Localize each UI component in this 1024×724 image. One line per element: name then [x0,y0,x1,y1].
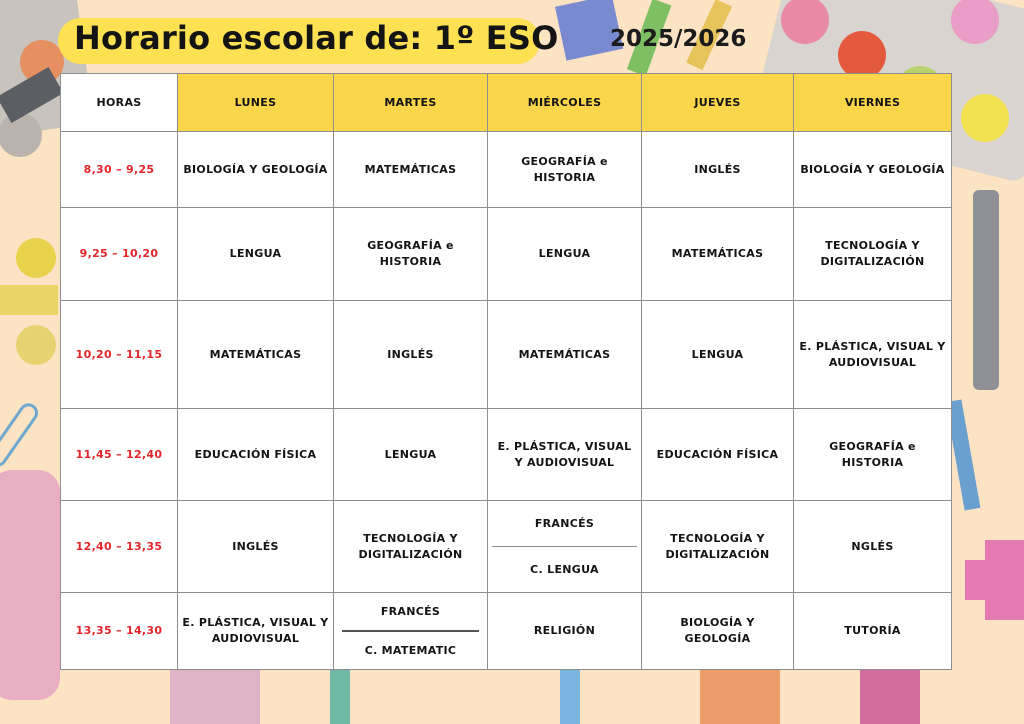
subject-cell: MATEMÁTICAS [488,301,642,409]
column-header-martes: MARTES [334,74,488,132]
column-header-viernes: VIERNES [794,74,952,132]
subject-cell: TECNOLOGÍA Y DIGITALIZACIÓN [794,208,952,301]
subject-cell: LENGUA [642,301,794,409]
column-header-jueves: JUEVES [642,74,794,132]
table-row [61,132,952,208]
subject-cell: E. PLÁSTICA, VISUAL Y AUDIOVISUAL [488,409,642,501]
subject-cell: TECNOLOGÍA Y DIGITALIZACIÓN [642,501,794,593]
subject-cell: LENGUA [488,208,642,301]
subject-cell: RELIGIÓN [488,593,642,670]
subject-cell: BIOLOGÍA Y GEOLOGÍA [642,593,794,670]
time-cell: 11,45 – 12,40 [61,409,178,501]
subject-cell: MATEMÁTICAS [334,132,488,208]
subject-cell: GEOGRAFÍA e HISTORIA [794,409,952,501]
time-cell: 12,40 – 13,35 [61,501,178,593]
time-cell: 13,35 – 14,30 [61,593,178,670]
subject-cell: INGLÉS [642,132,794,208]
subject-cell: INGLÉS [178,501,334,593]
subject-cell: BIOLOGÍA Y GEOLOGÍA [794,132,952,208]
subject-cell: EDUCACIÓN FÍSICA [178,409,334,501]
subject-option-b: C. LENGUA [530,562,599,576]
subject-option-a: FRANCÉS [342,593,479,632]
subject-cell: MATEMÁTICAS [642,208,794,301]
subject-cell: TECNOLOGÍA Y DIGITALIZACIÓN [334,501,488,593]
subject-cell: GEOGRAFÍA e HISTORIA [488,132,642,208]
subject-cell: EDUCACIÓN FÍSICA [642,409,794,501]
subject-option-b: C. MATEMATIC [364,643,457,657]
table-row [61,501,952,593]
time-cell: 10,20 – 11,15 [61,301,178,409]
subject-cell: LENGUA [178,208,334,301]
column-header-horas: HORAS [61,74,178,132]
table-row [61,301,952,409]
subject-cell: GEOGRAFÍA e HISTORIA [334,208,488,301]
schedule-table [60,73,952,670]
subject-cell: INGLÉS [334,301,488,409]
split-subject-cell [488,501,642,593]
subject-option-a: FRANCÉS [492,501,637,547]
column-header-miercoles: MIÉRCOLES [488,74,642,132]
subject-cell: MATEMÁTICAS [178,301,334,409]
page-title: Horario escolar de: 1º ESO [74,19,559,57]
table-row [61,593,952,670]
table-row [61,409,952,501]
time-cell: 8,30 – 9,25 [61,132,178,208]
time-cell: 9,25 – 10,20 [61,208,178,301]
school-year: 2025/2026 [610,26,747,52]
table-row [61,208,952,301]
subject-cell: NGLÉS [794,501,952,593]
subject-cell: LENGUA [334,409,488,501]
subject-cell: BIOLOGÍA Y GEOLOGÍA [178,132,334,208]
subject-cell: E. PLÁSTICA, VISUAL Y AUDIOVISUAL [178,593,334,670]
column-header-lunes: LUNES [178,74,334,132]
subject-cell: E. PLÁSTICA, VISUAL Y AUDIOVISUAL [794,301,952,409]
split-subject-cell [334,593,488,670]
header-row [61,74,952,132]
subject-cell: TUTORÍA [794,593,952,670]
